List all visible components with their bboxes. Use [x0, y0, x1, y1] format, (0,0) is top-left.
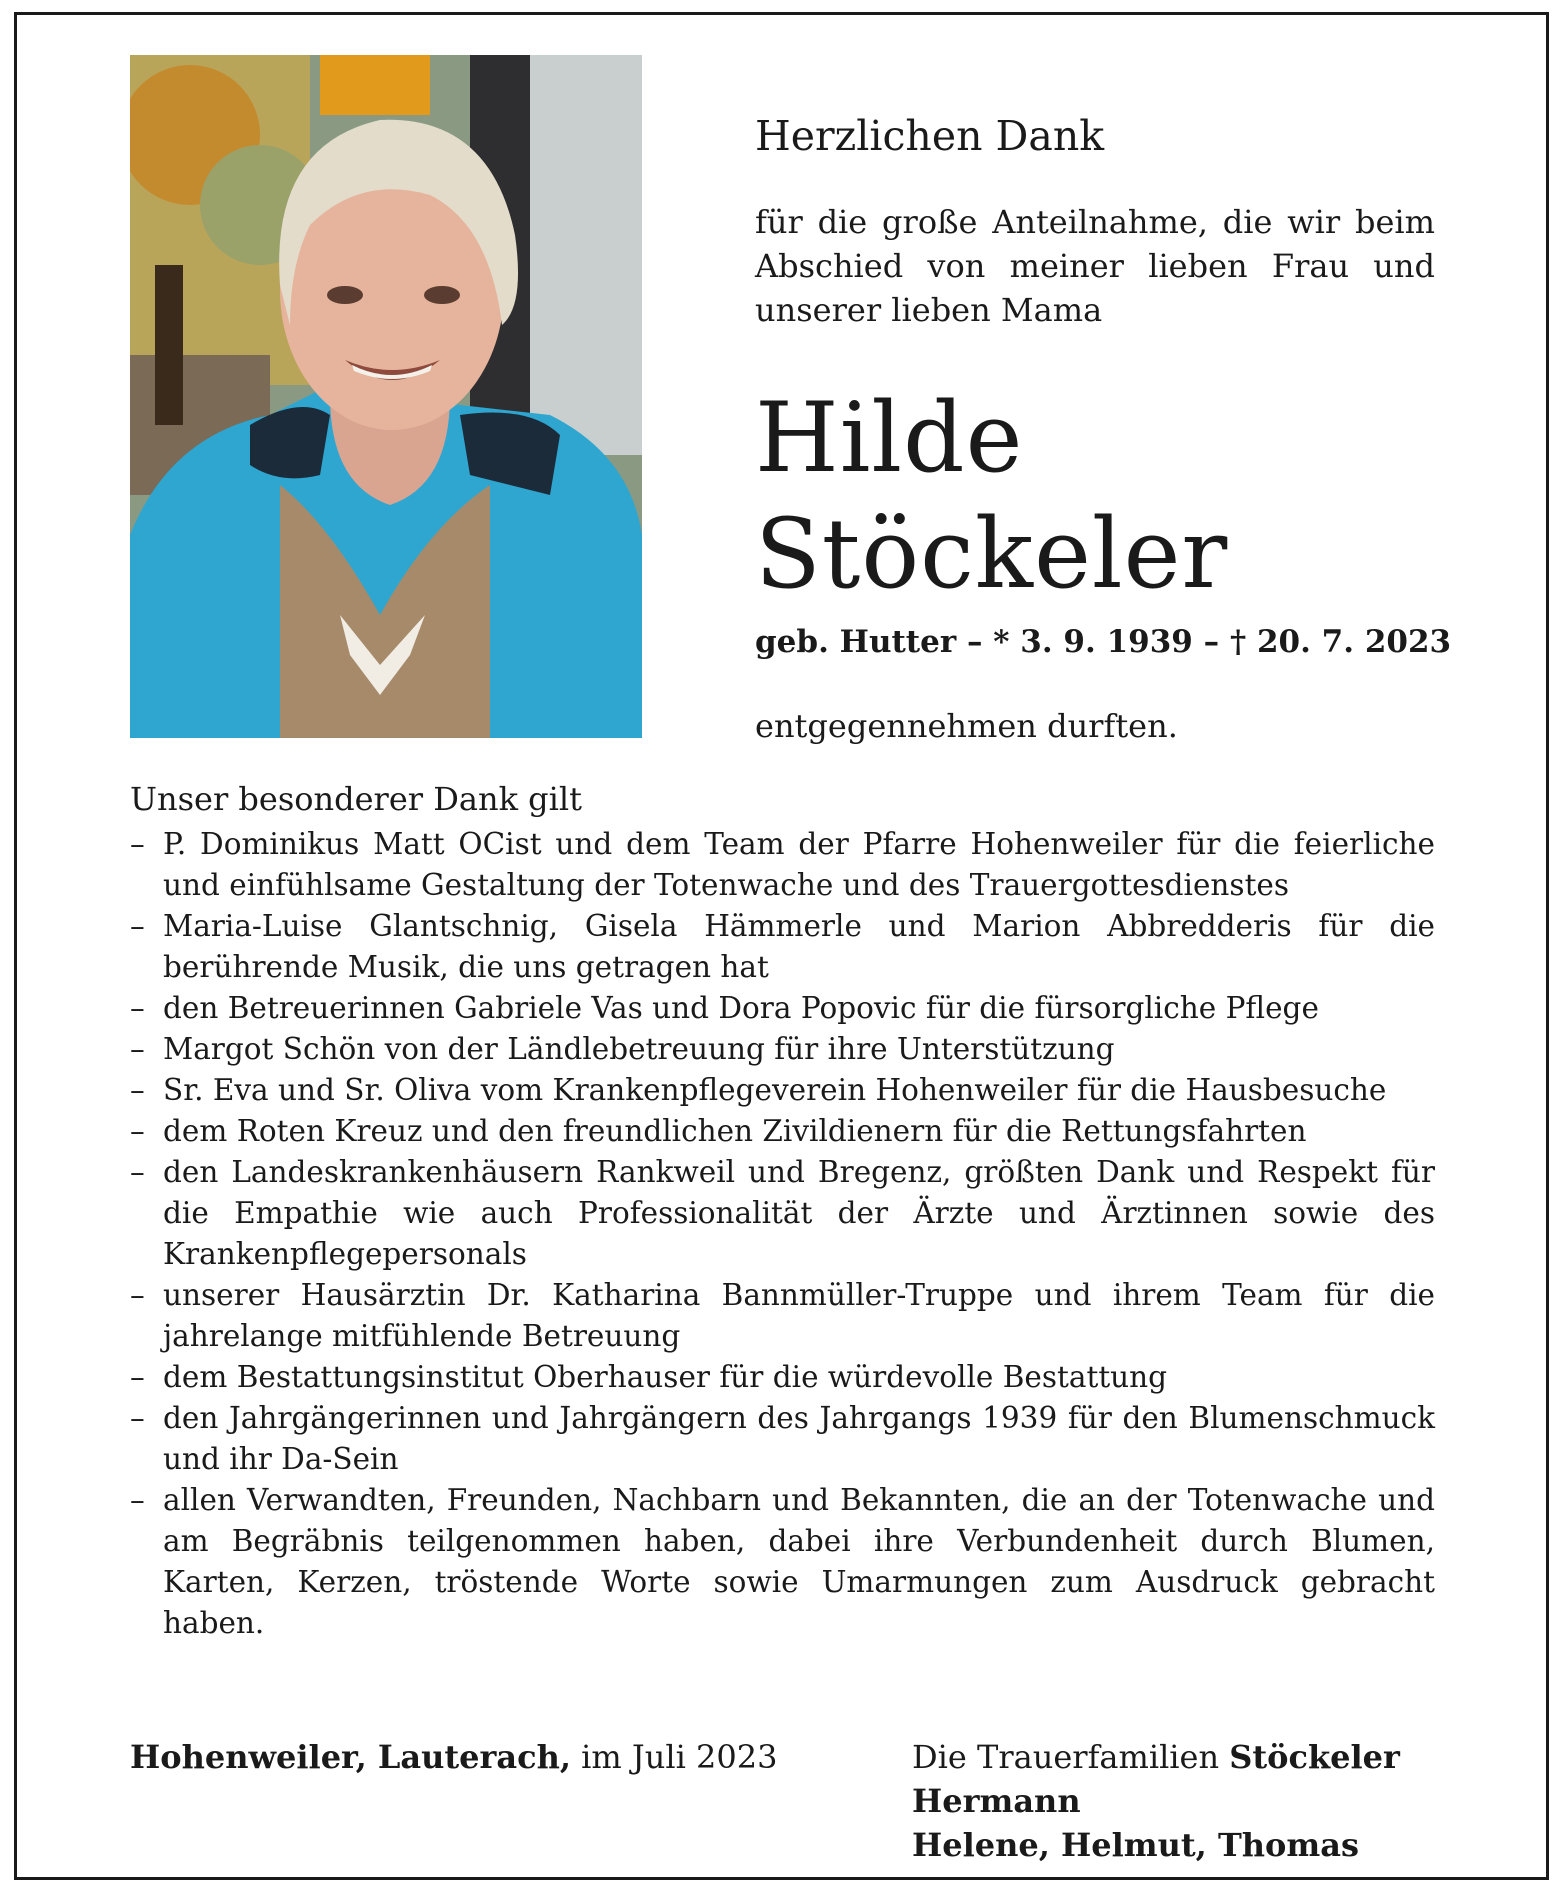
list-item: – Maria-Luise Glantschnig, Gisela Hämmerle und Marion Abbredderis für die berührende Musik, die uns getragen hat [130, 906, 1435, 988]
list-item: – den Betreuerinnen Gabriele Vas und Dora Popovic für die fürsorgliche Pflege [130, 988, 1435, 1029]
signature-family: Stöckeler [1229, 1738, 1400, 1776]
list-item: – dem Bestattungsinstitut Oberhauser für die würdevolle Bestattung [130, 1357, 1435, 1398]
place-date [130, 1735, 777, 1779]
signature [912, 1735, 1400, 1867]
list-item: – P. Dominikus Matt OCist und dem Team der Pfarre Hohenweiler für die feierliche und einfühlsame Gestaltung der Totenwache und des Trauergottesdienstes [130, 824, 1435, 906]
date: im Juli 2023 [581, 1738, 778, 1776]
deceased-name [755, 380, 1435, 612]
signature-line-3: Helene, Helmut, Thomas [912, 1826, 1359, 1864]
thanks-list [130, 824, 1435, 1644]
list-item: – Margot Schön von der Ländlebetreuung für ihre Unterstützung [130, 1029, 1435, 1070]
signature-line-2: Hermann [912, 1782, 1081, 1820]
outro-text: entgegennehmen durften. [755, 707, 1178, 745]
list-item: – den Jahrgängerinnen und Jahrgängern des Jahrgangs 1939 für den Blumenschmuck und ihr Da-Sein [130, 1398, 1435, 1480]
list-item: – Sr. Eva und Sr. Oliva vom Krankenpflegeverein Hohenweiler für die Hausbesuche [130, 1070, 1435, 1111]
list-item: – allen Verwandten, Freunden, Nachbarn und Bekannten, die an der Totenwache und am Begräbnis teilgenommen haben, dabei ihre Verbundenheit durch Blumen, Karten, Kerzen, tröstende Worte sowie Umarmungen zum Ausdruck gebracht haben. [130, 1480, 1435, 1644]
birth-death-dates: geb. Hutter – * 3. 9. 1939 – † 20. 7. 2023 [755, 624, 1452, 660]
list-item: – dem Roten Kreuz und den freundlichen Zivildienern für die Rettungsfahrten [130, 1111, 1435, 1152]
list-item: – unserer Hausärztin Dr. Katharina Bannmüller-Truppe und ihrem Team für die jahrelange mitfühlende Betreuung [130, 1275, 1435, 1357]
heading: Herzlichen Dank [755, 112, 1105, 160]
intro-text: für die große Anteilnahme, die wir beim Abschied von meiner lieben Frau und unserer lieben Mama [755, 203, 1435, 329]
first-name: Hilde [755, 382, 1024, 494]
thanks-intro: Unser besonderer Dank gilt [130, 780, 582, 818]
signature-prefix: Die Trauerfamilien [912, 1738, 1220, 1776]
portrait-photo [130, 55, 642, 738]
list-item: – den Landeskrankenhäusern Rankweil und Bregenz, größten Dank und Respekt für die Empathie wie auch Professionalität der Ärzte und Ärztinnen sowie des Krankenpflegepersonals [130, 1152, 1435, 1275]
place: Hohenweiler, Lauterach, [130, 1738, 571, 1776]
last-name: Stöckeler [755, 498, 1229, 610]
